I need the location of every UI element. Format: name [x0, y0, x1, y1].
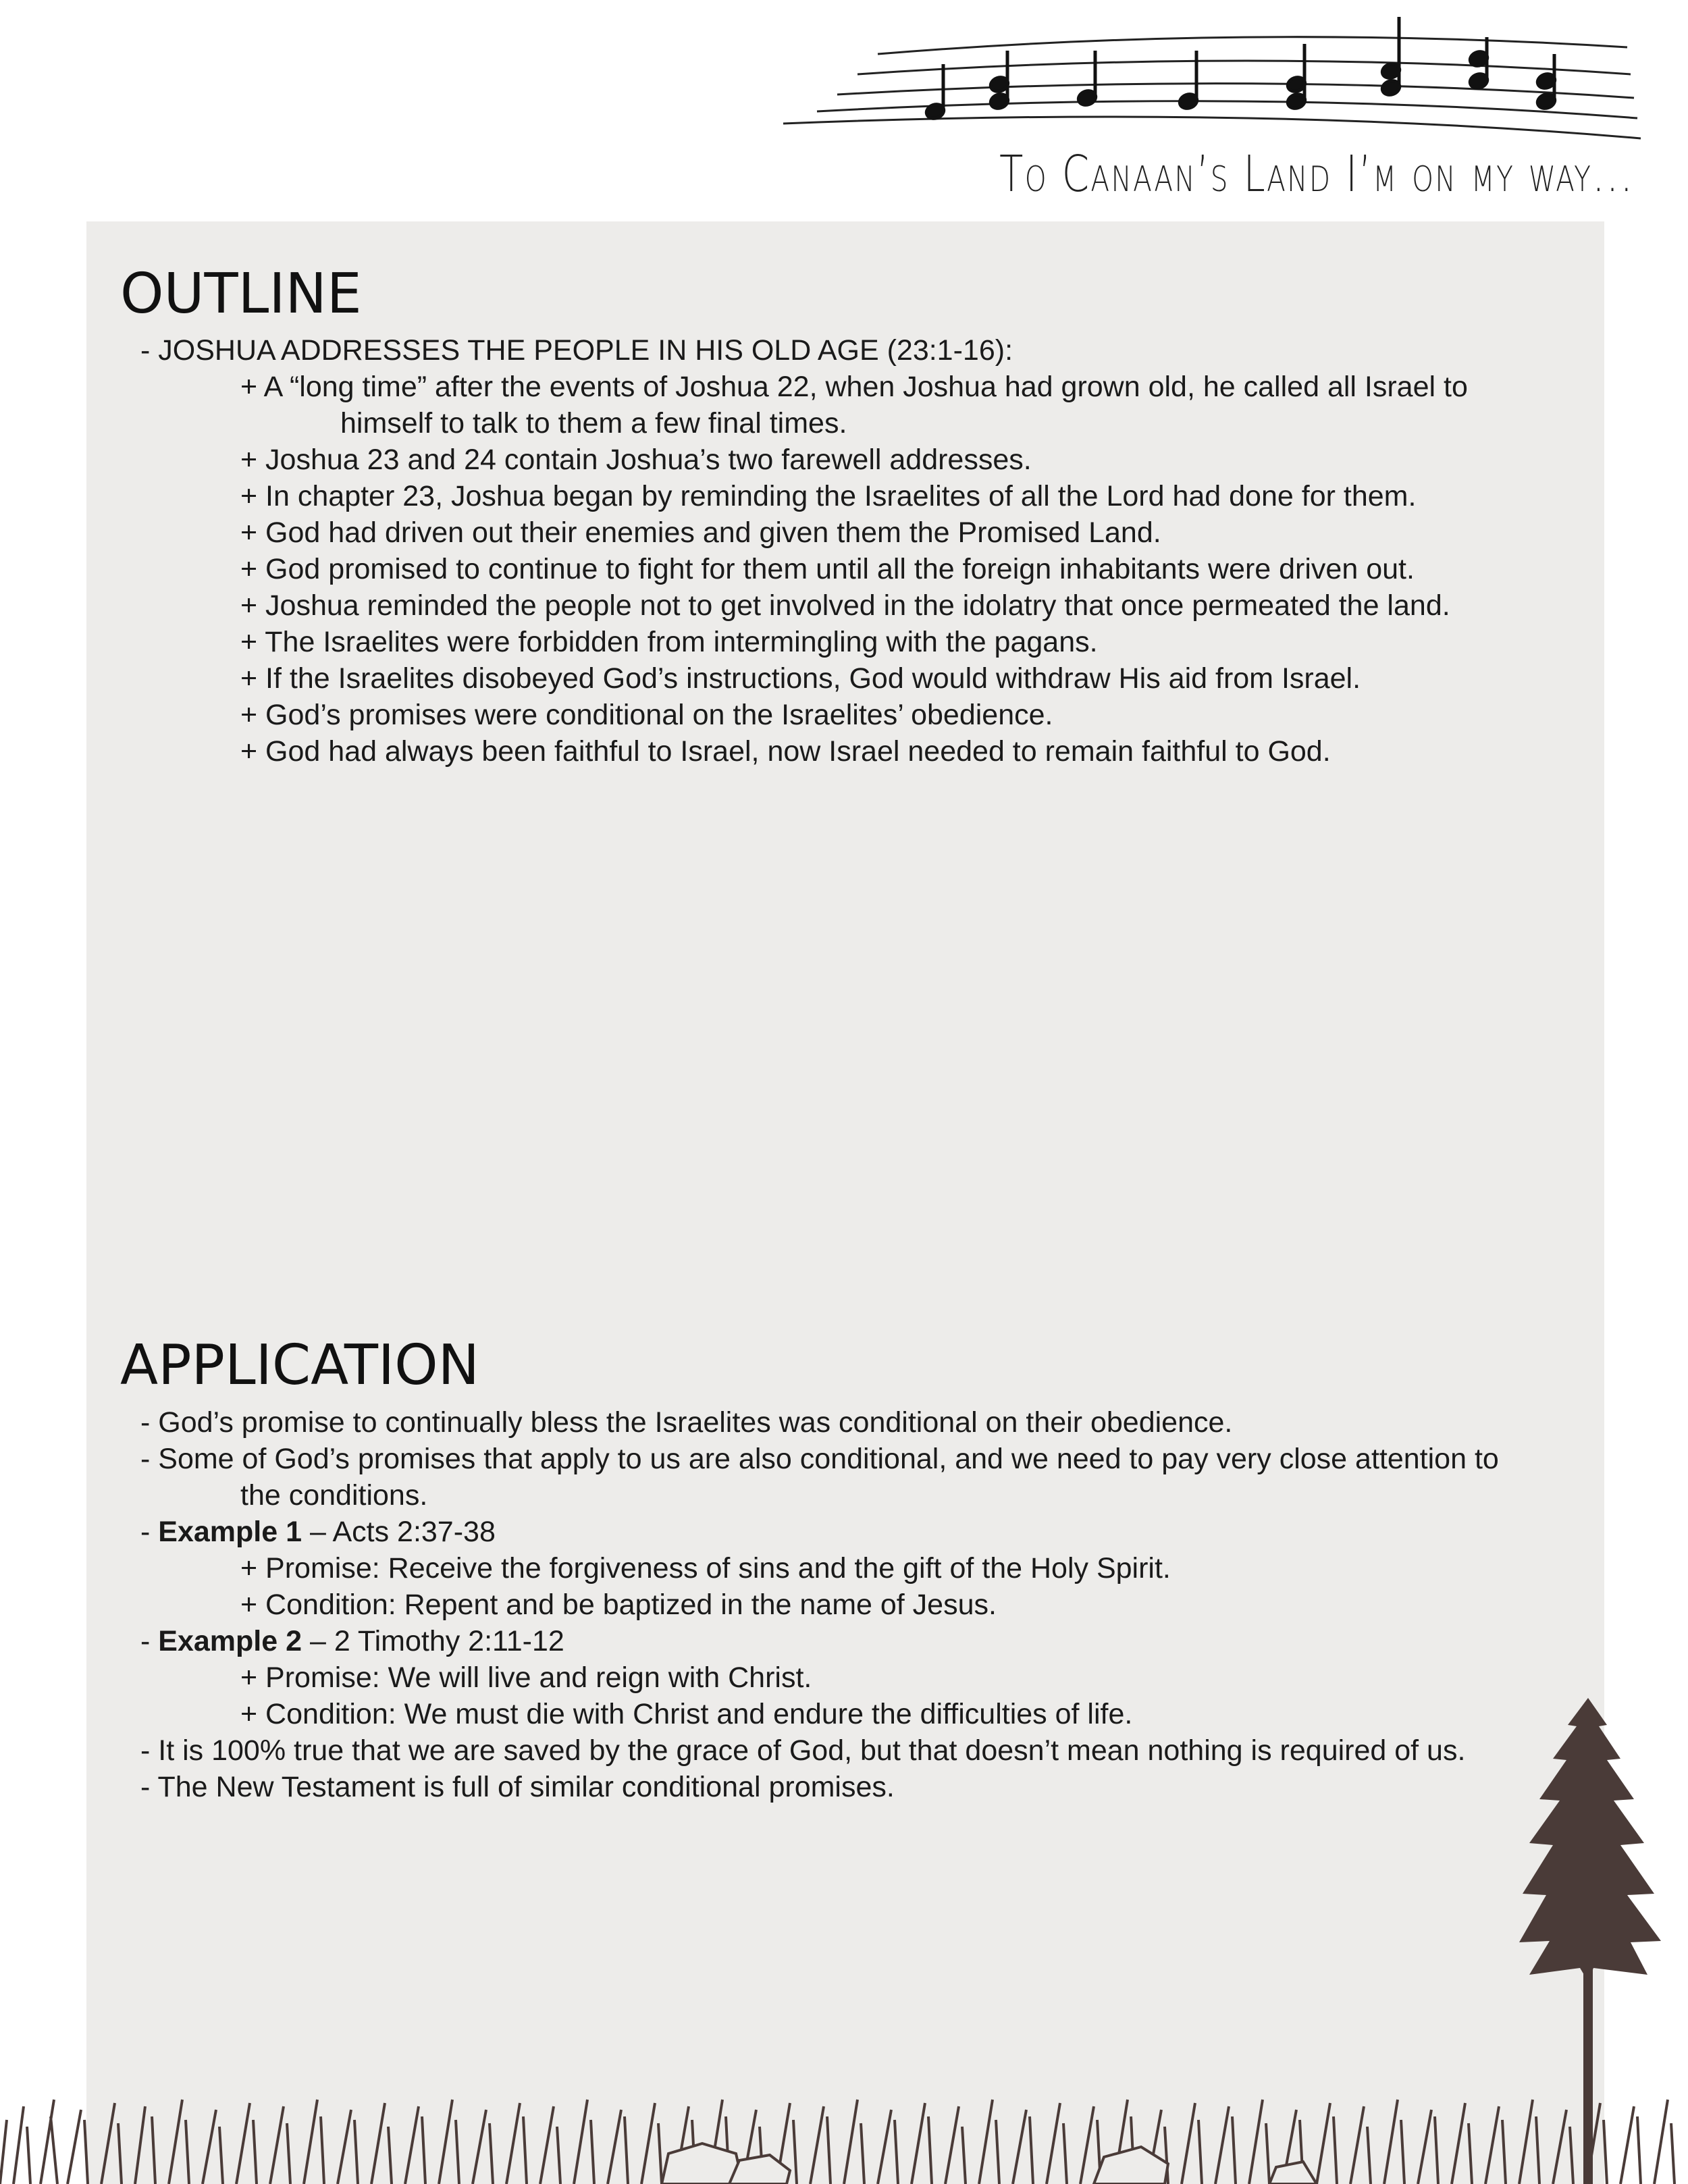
example-1-label: Example 1 — [158, 1516, 302, 1548]
example-2-line — [140, 1623, 564, 1659]
example-2-reference: – 2 Timothy 2:11-12 — [302, 1625, 564, 1657]
application-point: - It is 100% true that we are saved by the grace of God, but that doesn’t mean nothing is required of us. — [140, 1734, 1466, 1767]
outline-bullet: + God promised to continue to fight for them until all the foreign inhabitants were driven out. — [240, 553, 1415, 585]
application-point: - God’s promise to continually bless the Israelites was conditional on their obedience. — [140, 1406, 1233, 1439]
example-1-line — [140, 1514, 496, 1550]
outline-main-point: - JOSHUA ADDRESSES THE PEOPLE IN HIS OLD AGE (23:1-16): — [140, 334, 1013, 367]
grass-border-icon — [0, 2079, 1688, 2184]
application-point: - Some of God’s promises that apply to us are also conditional, and we need to pay very close attention to — [140, 1443, 1499, 1475]
music-notes-icon — [776, 10, 1654, 152]
example-1-prefix: - — [140, 1516, 159, 1548]
application-point-continuation: the conditions. — [240, 1479, 428, 1512]
example-2-prefix: - — [140, 1625, 159, 1657]
example-1-reference: – Acts 2:37-38 — [302, 1516, 496, 1548]
outline-bullet-continuation: himself to talk to them a few final times. — [340, 407, 847, 440]
outline-bullet: + A “long time” after the events of Joshua 22, when Joshua had grown old, he called all Israel to — [240, 371, 1468, 403]
header-tagline: To Canaan’s Land I’m on my way... — [999, 145, 1634, 203]
example-2-promise: + Promise: We will live and reign with Christ. — [240, 1661, 812, 1694]
outline-bullet: + In chapter 23, Joshua began by reminding the Israelites of all the Lord had done for them. — [240, 480, 1417, 512]
example-2-label: Example 2 — [158, 1625, 302, 1657]
outline-bullet: + Joshua 23 and 24 contain Joshua’s two farewell addresses. — [240, 444, 1032, 476]
application-point: - The New Testament is full of similar conditional promises. — [140, 1771, 895, 1803]
outline-bullet: + If the Israelites disobeyed God’s instructions, God would withdraw His aid from Israel. — [240, 662, 1361, 695]
outline-bullet: + The Israelites were forbidden from intermingling with the pagans. — [240, 626, 1098, 658]
outline-bullet: + Joshua reminded the people not to get involved in the idolatry that once permeated the land. — [240, 589, 1450, 622]
example-1-promise: + Promise: Receive the forgiveness of sins and the gift of the Holy Spirit. — [240, 1552, 1171, 1584]
outline-bullet: + God had always been faithful to Israel, now Israel needed to remain faithful to God. — [240, 735, 1331, 768]
outline-heading: OUTLINE — [120, 262, 362, 326]
application-heading: APPLICATION — [120, 1333, 479, 1397]
example-1-condition: + Condition: Repent and be baptized in the name of Jesus. — [240, 1589, 997, 1621]
example-2-condition: + Condition: We must die with Christ and endure the difficulties of life. — [240, 1698, 1133, 1730]
outline-bullet: + God’s promises were conditional on the Israelites’ obedience. — [240, 699, 1053, 731]
outline-bullet: + God had driven out their enemies and given them the Promised Land. — [240, 516, 1161, 549]
